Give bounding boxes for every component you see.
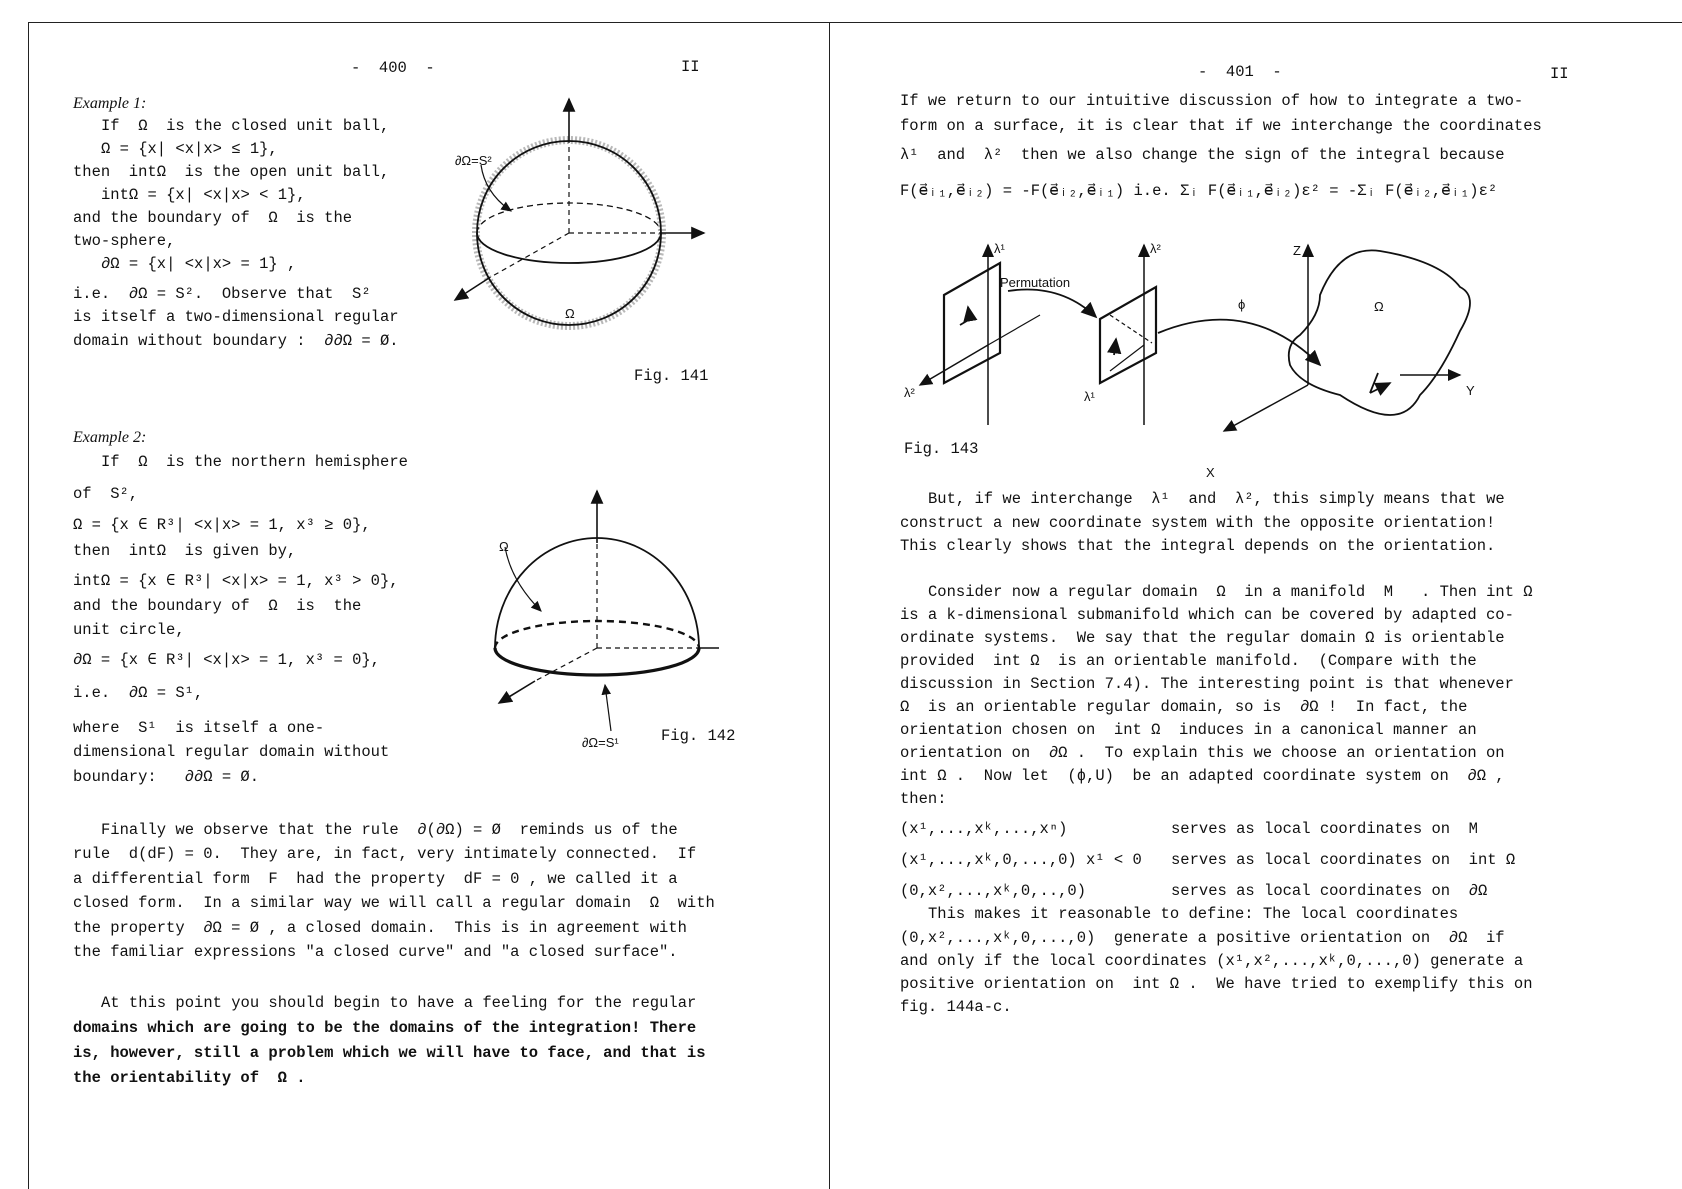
para-line: ordinate systems. We say that the regular domain Ω is orientable (900, 629, 1505, 647)
coord-expr: (x¹,...,xᵏ,0,...,0) x¹ < 0 (900, 851, 1142, 869)
page-number: - 401 - (1198, 63, 1282, 81)
para-line: provided int Ω is an orientable manifold. (Compare with the (900, 652, 1477, 670)
figure-141-caption: Fig. 141 (634, 367, 709, 385)
para-line: This clearly shows that the integral depends on the orientation. (900, 537, 1496, 555)
fig143-lambda2-label: λ² (1150, 241, 1161, 256)
fig143-x-label: X (1206, 465, 1215, 480)
intro-line: form on a surface, it is clear that if we interchange the coordinates (900, 117, 1542, 135)
para-line: But, if we interchange λ¹ and λ², this simply means that we (928, 490, 1505, 508)
para-line: rule d(dF) = 0. They are, in fact, very intimately connected. If (73, 845, 697, 863)
ex1-line: Ω = {x| <x|x> ≤ 1}, (101, 140, 278, 158)
para-line: the familiar expressions "a closed curve" and "a closed surface". (73, 943, 678, 961)
fig143-z-label: Z (1293, 243, 1301, 258)
para-line: positive orientation on int Ω . We have tried to exemplify this on (900, 975, 1533, 993)
figure-142-caption: Fig. 142 (661, 727, 736, 745)
ex1-line: and the boundary of Ω is the (73, 209, 353, 227)
para-line: orientation chosen on int Ω induces in a canonical manner an (900, 721, 1477, 739)
figure-143-caption: Fig. 143 (904, 440, 979, 458)
para-line: discussion in Section 7.4). The interesting point is that whenever (900, 675, 1514, 693)
para-line: orientation on ∂Ω . To explain this we choose an orientation on (900, 744, 1505, 762)
intro-line: F(e⃗ᵢ₁,e⃗ᵢ₂) = -F(e⃗ᵢ₂,e⃗ᵢ₁) i.e. Σᵢ F(e⃗ᵢ₁,e⃗ᵢ₂)ε² = -Σᵢ F(e⃗ᵢ₂,e⃗ᵢ₁)ε² (900, 182, 1498, 200)
coord-desc: serves as local coordinates on ∂Ω (1171, 882, 1488, 900)
ex2-line: and the boundary of Ω is the (73, 597, 362, 615)
para-line: Consider now a regular domain Ω in a manifold M . Then int Ω (928, 583, 1533, 601)
para-line: domains which are going to be the domains of the integration! There (73, 1019, 697, 1037)
example-1-title: Example 1: (73, 95, 147, 112)
coord-desc: serves as local coordinates on int Ω (1171, 851, 1516, 869)
para-line: is, however, still a problem which we will have to face, and that is (73, 1044, 706, 1062)
para-line: closed form. In a similar way we will call a regular domain Ω with (73, 894, 715, 912)
para-line: fig. 144a-c. (900, 998, 1012, 1016)
ex2-line: where S¹ is itself a one- (73, 719, 325, 737)
fig143-phi-label: ϕ (1238, 297, 1246, 312)
figure-142-hemisphere (439, 481, 719, 751)
fig141-omega-label: Ω (565, 306, 575, 321)
ex1-line: i.e. ∂Ω = S². Observe that S² (73, 285, 371, 303)
fig141-boundary-label: ∂Ω=S² (455, 153, 492, 168)
para-line: This makes it reasonable to define: The local coordinates (928, 905, 1459, 923)
ex2-line: Ω = {x ∈ R³| <x|x> = 1, x³ ≥ 0}, (73, 516, 371, 534)
coord-expr: (x¹,...,xᵏ,...,xⁿ) (900, 820, 1068, 838)
figure-143-permutation (900, 235, 1500, 495)
ex2-line: ∂Ω = {x ∈ R³| <x|x> = 1, x³ = 0}, (73, 651, 380, 669)
coord-desc: serves as local coordinates on M (1171, 820, 1478, 838)
ex2-line: dimensional regular domain without (73, 743, 390, 761)
fig143-y-label: Y (1466, 383, 1475, 398)
fig142-boundary-label: ∂Ω=S¹ (582, 735, 619, 750)
ex2-line: of S², (73, 485, 139, 503)
para-line: Finally we observe that the rule ∂(∂Ω) = Ø reminds us of the (101, 821, 678, 839)
para-line: the orientability of Ω . (73, 1069, 306, 1087)
ex1-line: domain without boundary : ∂∂Ω = Ø. (73, 332, 399, 350)
fig143-lambda1-axis-label: λ¹ (1084, 389, 1095, 404)
ex2-line: unit circle, (73, 621, 185, 639)
para-line: the property ∂Ω = Ø , a closed domain. This is in agreement with (73, 919, 687, 937)
ex2-line: i.e. ∂Ω = S¹, (73, 684, 204, 702)
fig143-omega-label: Ω (1374, 299, 1384, 314)
fig143-lambda2-axis-label: λ² (904, 385, 915, 400)
coord-expr: (0,x²,...,xᵏ,0,..,0) (900, 882, 1087, 900)
para-line: Ω is an orientable regular domain, so is ∂Ω ! In fact, the (900, 698, 1468, 716)
ex1-line: is itself a two-dimensional regular (73, 308, 399, 326)
para-line: is a k-dimensional submanifold which can be covered by adapted co- (900, 606, 1514, 624)
para-line: At this point you should begin to have a feeling for the regular (101, 994, 697, 1012)
ex1-line: If Ω is the closed unit ball, (101, 117, 390, 135)
section-label: II (1550, 65, 1569, 83)
section-label: II (681, 58, 700, 76)
ex1-line: two-sphere, (73, 232, 176, 250)
ex1-line: intΩ = {x| <x|x> < 1}, (101, 186, 306, 204)
fig143-permutation-label: Permutation (1000, 275, 1071, 290)
para-line: and only if the local coordinates (x¹,x²,...,xᵏ,0,...,0) generate a (900, 952, 1524, 970)
left-page (28, 22, 829, 1189)
ex2-line: If Ω is the northern hemisphere (101, 453, 408, 471)
ex1-line: ∂Ω = {x| <x|x> = 1} , (101, 255, 297, 273)
para-line: int Ω . Now let (ϕ,U) be an adapted coordinate system on ∂Ω , (900, 767, 1505, 785)
intro-line: If we return to our intuitive discussion of how to integrate a two- (900, 92, 1524, 110)
page-number: - 400 - (351, 59, 435, 77)
fig142-omega-label: Ω (499, 539, 509, 554)
ex2-line: then intΩ is given by, (73, 542, 297, 560)
para-line: a differential form F had the property dF = 0 , we called it a (73, 870, 678, 888)
example-2-title: Example 2: (73, 429, 147, 446)
intro-line: λ¹ and λ² then we also change the sign of the integral because (900, 146, 1505, 164)
ex2-line: boundary: ∂∂Ω = Ø. (73, 768, 260, 786)
para-line: (0,x²,...,xᵏ,0,...,0) generate a positive orientation on ∂Ω if (900, 929, 1505, 947)
figure-141-sphere (419, 93, 719, 373)
para-line: then: (900, 790, 947, 808)
ex2-line: intΩ = {x ∈ R³| <x|x> = 1, x³ > 0}, (73, 572, 399, 590)
ex1-line: then intΩ is the open unit ball, (73, 163, 390, 181)
right-page (829, 22, 1682, 1189)
para-line: construct a new coordinate system with the opposite orientation! (900, 514, 1496, 532)
fig143-lambda1-label: λ¹ (994, 241, 1005, 256)
